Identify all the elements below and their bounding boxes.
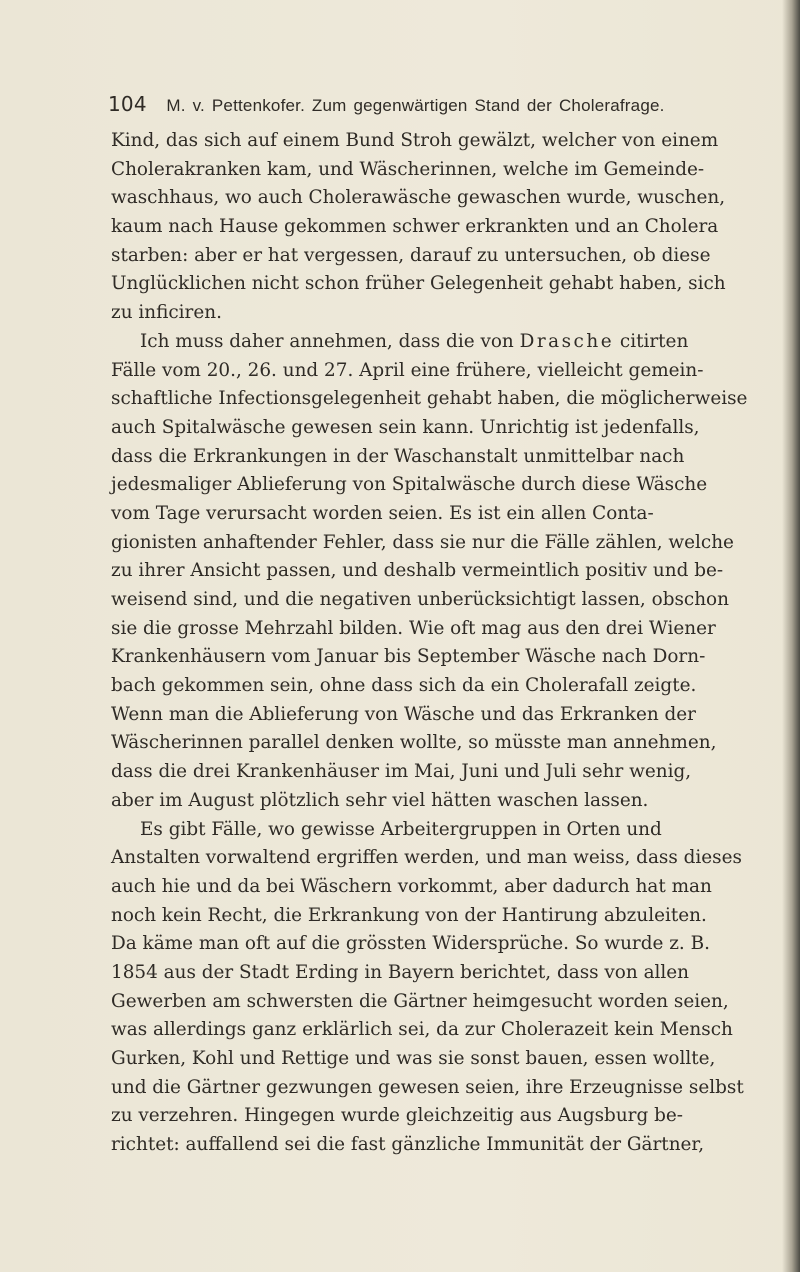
- text-line: waschhaus, wo auch Cholerawäsche gewaschen wurde, wuschen,: [111, 187, 726, 209]
- text-line: 1854 aus der Stadt Erding in Bayern berichtet, dass von allen: [111, 961, 690, 983]
- text-line: schaftliche Infectionsgelegenheit gehabt haben, die möglicherweise: [111, 388, 748, 410]
- text-line: gionisten anhaftender Fehler, dass sie nur die Fälle zählen, welche: [111, 531, 734, 553]
- text-line: jedesmaliger Ablieferung von Spitalwäsche durch diese Wäsche: [111, 474, 708, 496]
- author-name: Drasche: [519, 330, 615, 352]
- text-line: zu verzehren. Hingegen wurde gleichzeitig aus Augsburg be-: [111, 1105, 683, 1127]
- running-head: M. v. Pettenkofer. Zum gegenwärtigen Stand der Cholerafrage.: [166, 96, 665, 115]
- text-line: richtet: auffallend sei die fast gänzliche Immunität der Gärtner,: [111, 1134, 705, 1156]
- text-line: Wäscherinnen parallel denken wollte, so müsste man annehmen,: [111, 732, 717, 754]
- text-line: Cholerakranken kam, und Wäscherinnen, welche im Gemeinde-: [111, 158, 705, 180]
- text-line: Gurken, Kohl und Rettige und was sie sonst bauen, essen wollte,: [111, 1048, 716, 1069]
- page-number: 104: [108, 92, 147, 116]
- text-line: Krankenhäusern vom Januar bis September Wäsche nach Dorn-: [111, 646, 706, 668]
- body-text: [111, 127, 776, 1160]
- text-line: starben: aber er hat vergessen, darauf zu untersuchen, ob diese: [111, 244, 711, 266]
- page-edge-shadow: [782, 0, 800, 1272]
- text-line: dass die Erkrankungen in der Waschanstalt unmittelbar nach: [111, 445, 685, 467]
- text-fragment: citirten: [614, 330, 689, 352]
- text-line: weisend sind, und die negativen unberücksichtigt lassen, obschon: [111, 589, 729, 610]
- text-line: was allerdings ganz erklärlich sei, da zur Cholerazeit kein Mensch: [111, 1019, 733, 1041]
- text-line: Anstalten vorwaltend ergriffen werden, und man weiss, dass dieses: [111, 847, 742, 869]
- text-line: und die Gärtner gezwungen gewesen seien, ihre Erzeugnisse selbst: [111, 1076, 744, 1098]
- text-line: Kind, das sich auf einem Bund Stroh gewälzt, welcher von einem: [111, 130, 719, 151]
- text-line: zu ihrer Ansicht passen, und deshalb vermeintlich positiv und be-: [111, 560, 724, 582]
- text-line: auch Spitalwäsche gewesen sein kann. Unrichtig ist jedenfalls,: [111, 416, 700, 438]
- text-line: zu inficiren.: [111, 302, 222, 324]
- text-line: Gewerben am schwersten die Gärtner heimgesucht worden seien,: [111, 990, 729, 1012]
- text-line: noch kein Recht, die Erkrankung von der Hantirung abzuleiten.: [111, 904, 707, 926]
- text-line: Fälle vom 20., 26. und 27. April eine frühere, vielleicht gemein-: [111, 359, 704, 381]
- text-line: Wenn man die Ablieferung von Wäsche und das Erkranken der: [111, 703, 696, 725]
- text-line: bach gekommen sein, ohne dass sich da ein Cholerafall zeigte.: [111, 675, 697, 697]
- text-line: sie die grosse Mehrzahl bilden. Wie oft mag aus den drei Wiener: [111, 617, 716, 639]
- page-header: [108, 92, 688, 122]
- text-line: auch hie und da bei Wäschern vorkommt, aber dadurch hat man: [111, 875, 712, 897]
- text-line: [111, 328, 776, 357]
- text-line: Unglücklichen nicht schon früher Gelegenheit gehabt haben, sich: [111, 273, 726, 295]
- text-line: vom Tage verursacht worden seien. Es ist ein allen Conta-: [111, 502, 654, 524]
- text-line: Da käme man oft auf die grössten Widersprüche. So wurde z. B.: [111, 933, 710, 955]
- text-fragment: Ich muss daher annehmen, dass die von: [140, 330, 520, 352]
- text-line: kaum nach Hause gekommen schwer erkrankten und an Cholera: [111, 216, 719, 238]
- text-line: aber im August plötzlich sehr viel hätten waschen lassen.: [111, 789, 649, 811]
- text-line: dass die drei Krankenhäuser im Mai, Juni und Juli sehr wenig,: [111, 761, 692, 783]
- text-line: Es gibt Fälle, wo gewisse Arbeitergruppen in Orten und: [140, 818, 662, 840]
